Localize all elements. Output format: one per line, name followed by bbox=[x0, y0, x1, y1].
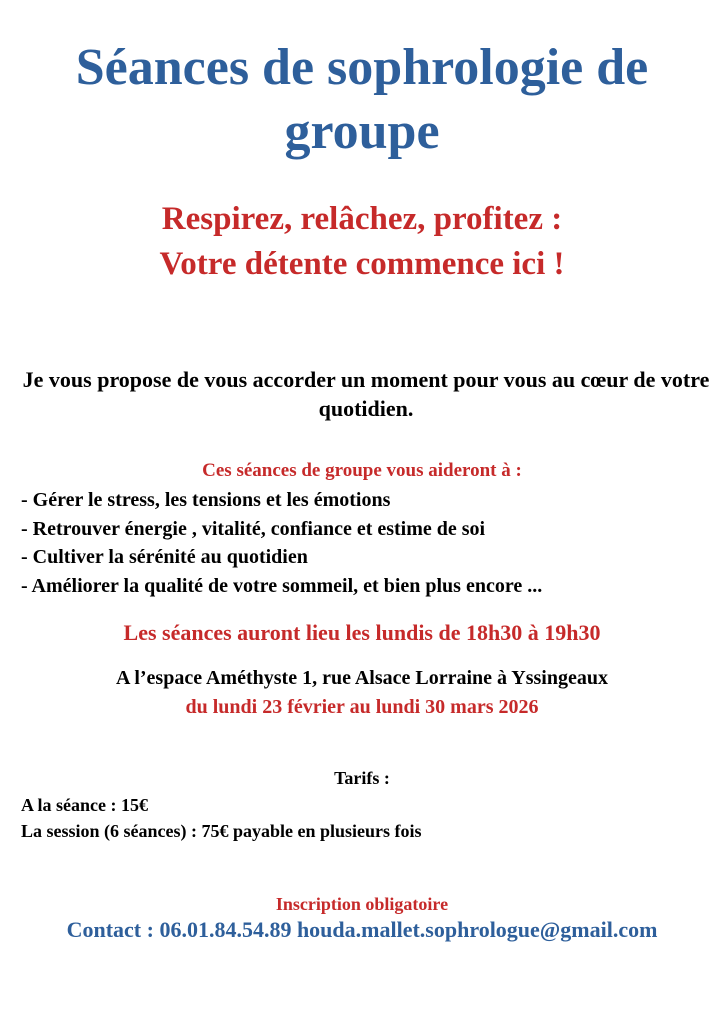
intro-text: Je vous propose de vous accorder un moment pour vous au cœur de votre quotidien. bbox=[22, 367, 710, 421]
benefit-item: - Gérer le stress, les tensions et les émotions bbox=[21, 489, 391, 511]
location-text: A l’espace Améthyste 1, rue Alsace Lorraine à Yssingeaux bbox=[116, 667, 608, 689]
flyer-title bbox=[0, 36, 724, 164]
subtitle-line-1: Respirez, relâchez, profitez : bbox=[161, 201, 563, 237]
flyer-title-text: Séances de sophrologie de groupe bbox=[75, 39, 649, 160]
contact-info: Contact : 06.01.84.54.89 houda.mallet.sophrologue@gmail.com bbox=[66, 917, 658, 942]
benefit-item: - Retrouver énergie , vitalité, confiance et estime de soi bbox=[21, 517, 486, 540]
tarifs-heading: Tarifs : bbox=[334, 768, 390, 788]
tarif-item: A la séance : 15€ bbox=[21, 795, 148, 815]
flyer-subtitle bbox=[0, 197, 724, 287]
tarifs-list bbox=[21, 792, 711, 844]
benefits-list bbox=[21, 486, 711, 600]
subtitle-line-2: Votre détente commence ici ! bbox=[159, 246, 565, 282]
benefit-item: - Améliorer la qualité de votre sommeil, et bien plus encore ... bbox=[21, 574, 543, 597]
benefit-item: - Cultiver la sérénité au quotidien bbox=[21, 546, 308, 568]
schedule-text: Les séances auront lieu les lundis de 18h30 à 19h30 bbox=[123, 620, 601, 645]
registration-notice: Inscription obligatoire bbox=[275, 894, 449, 914]
benefits-heading: Ces séances de groupe vous aideront à : bbox=[202, 460, 522, 481]
tarif-item: La session (6 séances) : 75€ payable en plusieurs fois bbox=[21, 821, 422, 841]
dates-text: du lundi 23 février au lundi 30 mars 2026 bbox=[185, 696, 539, 718]
